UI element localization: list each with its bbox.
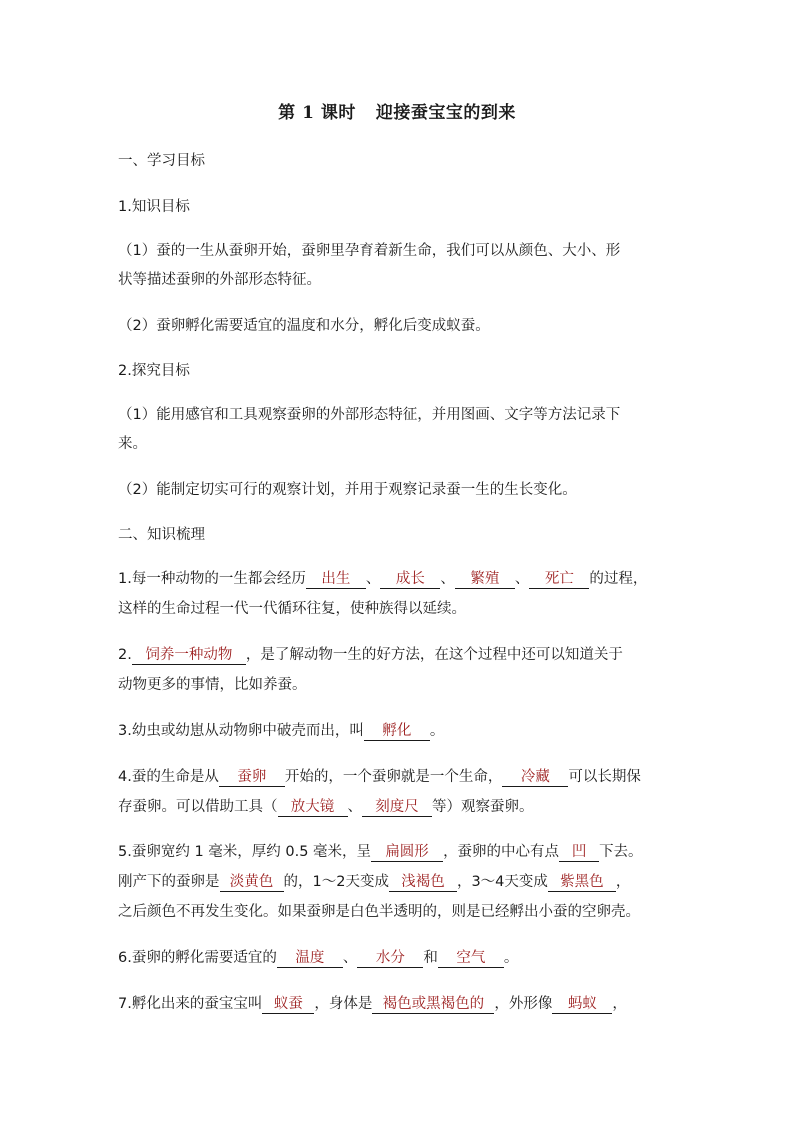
title-lesson: 第 1 课时	[278, 103, 356, 123]
text: 存蚕卵。可以借助工具（	[118, 799, 278, 815]
answer-blank: 褐色或黑褐色的	[372, 995, 494, 1014]
answer-blank: 放大镜	[278, 798, 348, 817]
answer-blank: 扁圆形	[371, 843, 443, 862]
text: 、	[342, 950, 358, 966]
answer-blank: 蚕卵	[219, 768, 285, 787]
text: ，蚕卵的中心有点	[443, 844, 560, 860]
answer-blank: 刻度尺	[362, 798, 432, 817]
text: ，3～4天变成	[456, 874, 548, 890]
item-2-line-1	[118, 645, 623, 665]
item-4-line-1	[118, 767, 641, 787]
knowledge-goal-1-line-1: （1）蚕的一生从蚕卵开始，蚕卵里孕育着新生命，我们可以从颜色、大小、形	[118, 243, 621, 259]
answer-blank: 死亡	[529, 570, 589, 589]
text: ，外形像	[494, 996, 553, 1012]
text: 2.	[118, 647, 132, 663]
text: 5.蚕卵宽约 1 毫米，厚约 0.5 毫米，呈	[118, 844, 372, 860]
answer-blank: 凹	[559, 843, 599, 862]
text: 3.幼虫或幼崽从动物卵中破壳而出，叫	[118, 723, 364, 739]
item-7	[118, 994, 627, 1014]
text: 、	[347, 799, 362, 815]
inquiry-goal-1-line-2: 来。	[118, 436, 147, 452]
answer-blank: 空气	[438, 949, 504, 968]
text: 刚产下的蚕卵是	[118, 874, 220, 890]
text: 的，1～2天变成	[283, 874, 389, 890]
item-5-line-2	[118, 872, 630, 892]
item-1-line-2: 这样的生命过程一代一代循环往复，使种族得以延续。	[118, 601, 466, 617]
item-5-line-3: 之后颜色不再发生变化。如果蚕卵是白色半透明的，则是已经孵出小蚕的空卵壳。	[118, 904, 640, 920]
title-topic: 迎接蚕宝宝的到来	[375, 103, 516, 123]
text: ，身体是	[314, 996, 373, 1012]
answer-blank: 浅褐色	[389, 873, 457, 892]
text: 的过程，	[589, 571, 648, 587]
text: ，是了解动物一生的好方法，在这个过程中还可以知道关于	[245, 647, 623, 663]
text: 等）观察蚕卵。	[432, 799, 534, 815]
text: 下去。	[599, 844, 643, 860]
text: 7.孵化出来的蚕宝宝叫	[118, 996, 263, 1012]
inquiry-goal-2: （2）能制定切实可行的观察计划，并用于观察记录蚕一生的生长变化。	[118, 482, 577, 498]
text: 4.蚕的生命是从	[118, 769, 219, 785]
answer-blank: 淡黄色	[220, 873, 284, 892]
page-title	[0, 98, 794, 123]
answer-blank: 水分	[357, 949, 423, 968]
text: 和	[423, 950, 438, 966]
text: 。	[503, 950, 519, 966]
answer-blank: 饲养一种动物	[132, 646, 246, 665]
section-heading-knowledge-review: 二、知识梳理	[118, 527, 205, 543]
text: ，	[612, 996, 627, 1012]
answer-blank: 蚁蚕	[262, 995, 314, 1014]
item-4-line-2	[118, 797, 534, 817]
answer-blank: 冷藏	[502, 768, 568, 787]
answer-blank: 繁殖	[455, 570, 515, 589]
item-1-line-1	[118, 569, 647, 589]
answer-blank: 孵化	[364, 722, 430, 741]
text: 、	[365, 571, 381, 587]
item-3	[118, 721, 444, 741]
text: 开始的，一个蚕卵就是一个生命，	[284, 769, 503, 785]
text: 6.蚕卵的孵化需要适宜的	[118, 950, 277, 966]
answer-blank: 出生	[306, 570, 366, 589]
heading-knowledge-goals: 1.知识目标	[118, 199, 190, 215]
text: 可以长期保	[568, 769, 641, 785]
item-5-line-1	[118, 842, 643, 862]
answer-blank: 成长	[380, 570, 440, 589]
knowledge-goal-2: （2）蚕卵孵化需要适宜的温度和水分，孵化后变成蚁蚕。	[118, 318, 490, 334]
text: 1.每一种动物的一生都会经历	[118, 571, 306, 587]
item-6	[118, 948, 518, 968]
item-2-line-2: 动物更多的事情，比如养蚕。	[118, 677, 307, 693]
answer-blank: 蚂蚁	[552, 995, 612, 1014]
knowledge-goal-1-line-2: 状等描述蚕卵的外部形态特征。	[118, 272, 321, 288]
text: 、	[440, 571, 455, 587]
answer-blank: 温度	[277, 949, 343, 968]
section-heading-objectives: 一、学习目标	[118, 153, 205, 169]
text: 。	[429, 723, 445, 739]
heading-inquiry-goals: 2.探究目标	[118, 363, 190, 379]
text: 、	[514, 571, 530, 587]
inquiry-goal-1-line-1: （1）能用感官和工具观察蚕卵的外部形态特征，并用图画、文字等方法记录下	[118, 407, 621, 423]
text: ，	[615, 874, 631, 890]
answer-blank: 紫黑色	[548, 873, 616, 892]
